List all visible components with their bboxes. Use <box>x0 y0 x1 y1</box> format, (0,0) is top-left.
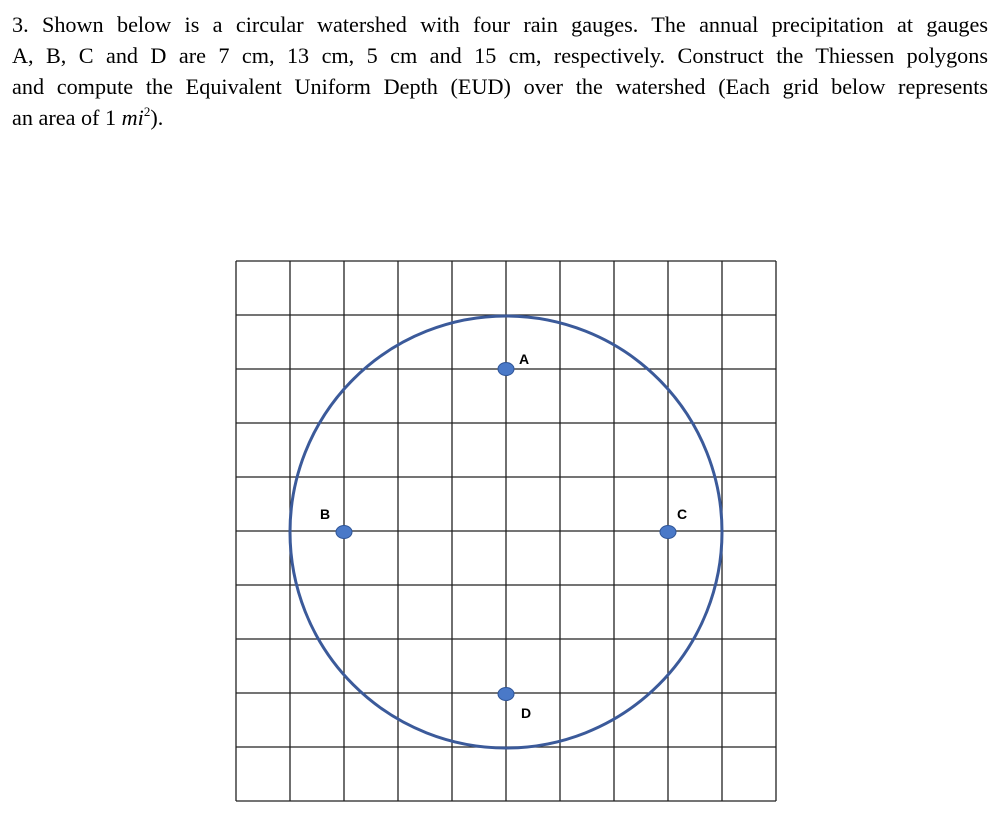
problem-line-4: an area of 1 $mi^2$). <box>12 104 164 130</box>
gauge-marker <box>498 363 514 376</box>
rain-gauges <box>320 351 687 721</box>
grid <box>236 261 776 801</box>
gauge-b <box>320 506 352 539</box>
problem-line-1: 3. Shown below is a circular watershed with four rain gauges. The annual precipitation at gauges <box>12 12 989 37</box>
area-unit-exponent: 2 <box>143 104 151 119</box>
gauge-label: A <box>519 351 530 367</box>
problem-line-2: A, B, C and D are 7 cm, 13 cm, 5 cm and 15 cm, respectively. Construct the Thiessen polygons <box>12 43 988 68</box>
problem-line-3: and compute the Equivalent Uniform Depth (EUD) over the watershed (Each grid below represents <box>12 74 988 99</box>
gauge-marker <box>336 526 352 539</box>
gauge-marker <box>660 526 676 539</box>
gauge-a <box>498 351 529 376</box>
gauge-marker <box>498 688 514 701</box>
gauge-label: D <box>521 705 532 721</box>
gauge-label: C <box>677 506 688 522</box>
problem-number: 3. <box>12 12 29 37</box>
area-unit: mi <box>121 105 144 130</box>
gauge-c <box>660 506 687 539</box>
gauge-label: B <box>320 506 331 522</box>
